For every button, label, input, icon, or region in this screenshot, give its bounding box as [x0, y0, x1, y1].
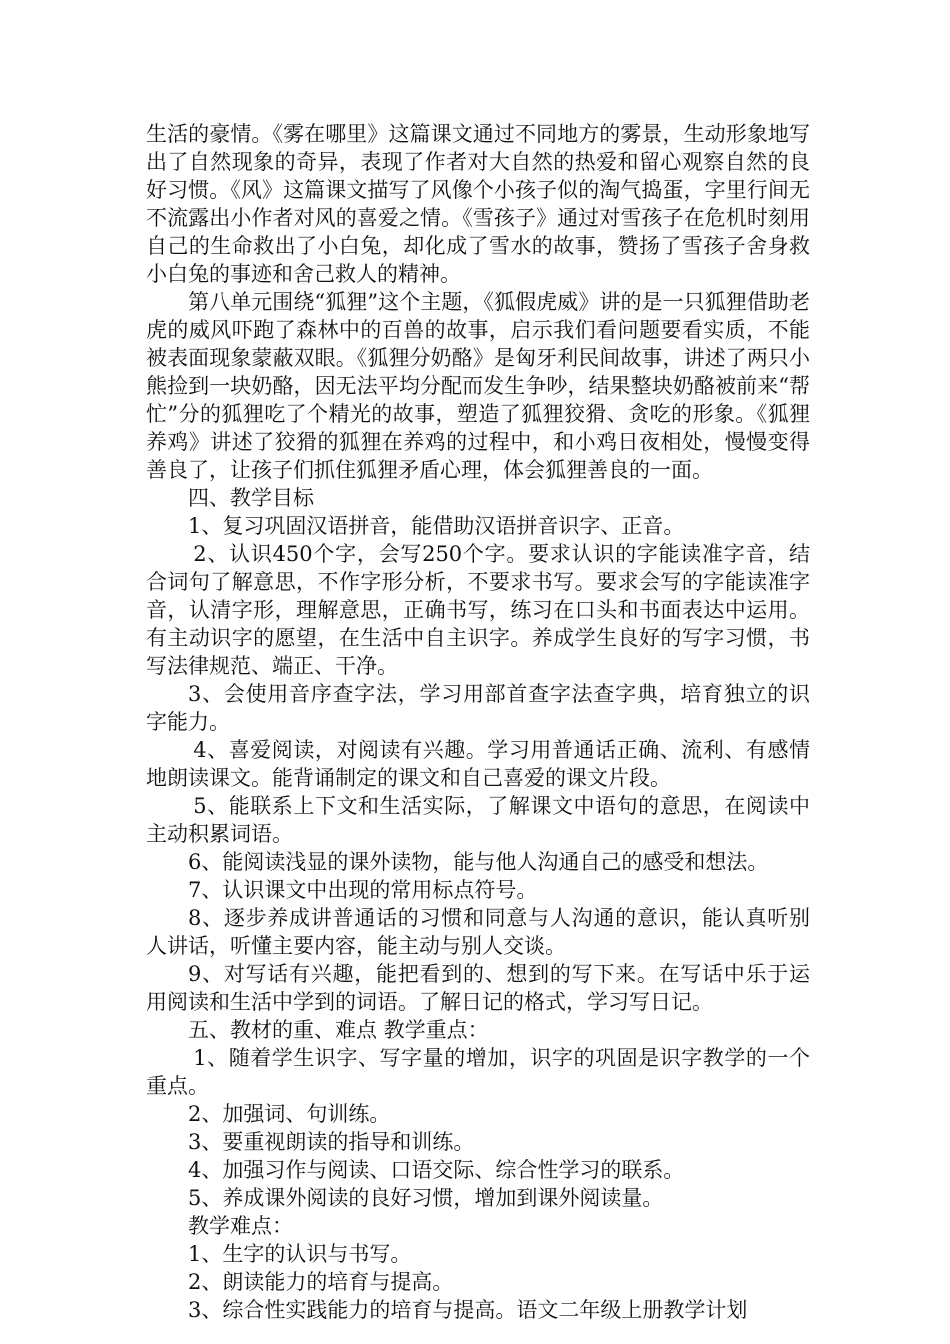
difficulty-2: 2、朗读能力的培育与提高。 [188, 1270, 454, 1294]
key-point-4: 4、加强习作与阅读、口语交际、综合性学习的联系。 [188, 1158, 685, 1182]
goal-item-6: 6、能阅读浅显的课外读物，能与他人沟通自己的感受和想法。 [188, 850, 769, 874]
section-heading-goals: 四、教学目标 [188, 486, 314, 510]
goal-item-4: 4、喜爱阅读，对阅读有兴趣。学习用普通话正确、流利、有感情地朗读课文。能背诵制定的课文和自己喜爱的课文片段。 [146, 738, 810, 790]
goal-item-7: 7、认识课文中出现的常用标点符号。 [188, 878, 538, 902]
key-point-2: 2、加强词、句训练。 [188, 1102, 391, 1126]
key-point-1: 1、随着学生识字、写字量的增加，识字的巩固是识字教学的一个重点。 [146, 1046, 810, 1098]
goal-item-2: 2、认识450个字，会写250个字。要求认识的字能读准字音，结合词句了解意思，不作字形分析，不要求书写。要求会写的字能读准字音，认清字形，理解意思，正确书写，练习在口头和书面表达中运用。有主动识字的愿望，在生活中自主识字。养成学生良好的写字习惯，书写法律规范、端正、干净。 [146, 542, 810, 678]
goal-item-8: 8、逐步养成讲普通话的习惯和同意与人沟通的意识，能认真听别人讲话，听懂主要内容，能主动与别人交谈。 [146, 906, 810, 958]
key-point-3: 3、要重视朗读的指导和训练。 [188, 1130, 475, 1154]
document-page [146, 120, 810, 1324]
paragraph-unit8: 第八单元围绕“狐狸”这个主题，《狐假虎威》讲的是一只狐狸借助老虎的威风吓跑了森林中的百兽的故事，启示我们看问题要看实质，不能被表面现象蒙蔽双眼。《狐狸分奶酪》是匈牙利民间故事，讲述了两只小熊捡到一块奶酪，因无法平均分配而发生争吵，结果整块奶酪被前来“帮忙”分的狐狸吃了个精光的故事，塑造了狐狸狡猾、贪吃的形象。《狐狸养鸡》讲述了狡猾的狐狸在养鸡的过程中，和小鸡日夜相处，慢慢变得善良了，让孩子们抓住狐狸矛盾心理，体会狐狸善良的一面。 [146, 290, 810, 482]
subheading-difficulties: 教学难点： [188, 1214, 293, 1238]
goal-item-5: 5、能联系上下文和生活实际，了解课文中语句的意思，在阅读中主动积累词语。 [146, 794, 810, 846]
goal-item-9: 9、对写话有兴趣，能把看到的、想到的写下来。在写话中乐于运用阅读和生活中学到的词语。了解日记的格式，学习写日记。 [146, 962, 810, 1014]
paragraph-unit7-end: 生活的豪情。《雾在哪里》这篇课文通过不同地方的雾景，生动形象地写出了自然现象的奇异，表现了作者对大自然的热爱和留心观察自然的良好习惯。《风》这篇课文描写了风像个小孩子似的淘气捣蛋，字里行间无不流露出小作者对风的喜爱之情。《雪孩子》通过对雪孩子在危机时刻用自己的生命救出了小白兔，却化成了雪水的故事，赞扬了雪孩子舍身救小白兔的事迹和舍己救人的精神。 [146, 122, 810, 286]
goal-item-3: 3、会使用音序查字法，学习用部首查字法查字典，培育独立的识字能力。 [146, 682, 810, 734]
difficulty-1: 1、生字的认识与书写。 [188, 1242, 412, 1266]
key-point-5: 5、养成课外阅读的良好习惯，增加到课外阅读量。 [188, 1186, 664, 1210]
goal-item-1: 1、复习巩固汉语拼音，能借助汉语拼音识字、正音。 [188, 514, 685, 538]
section-heading-key-points: 五、教材的重、难点 教学重点： [188, 1018, 489, 1042]
difficulty-3: 3、综合性实践能力的培育与提高。语文二年级上册教学计划 [188, 1298, 748, 1322]
